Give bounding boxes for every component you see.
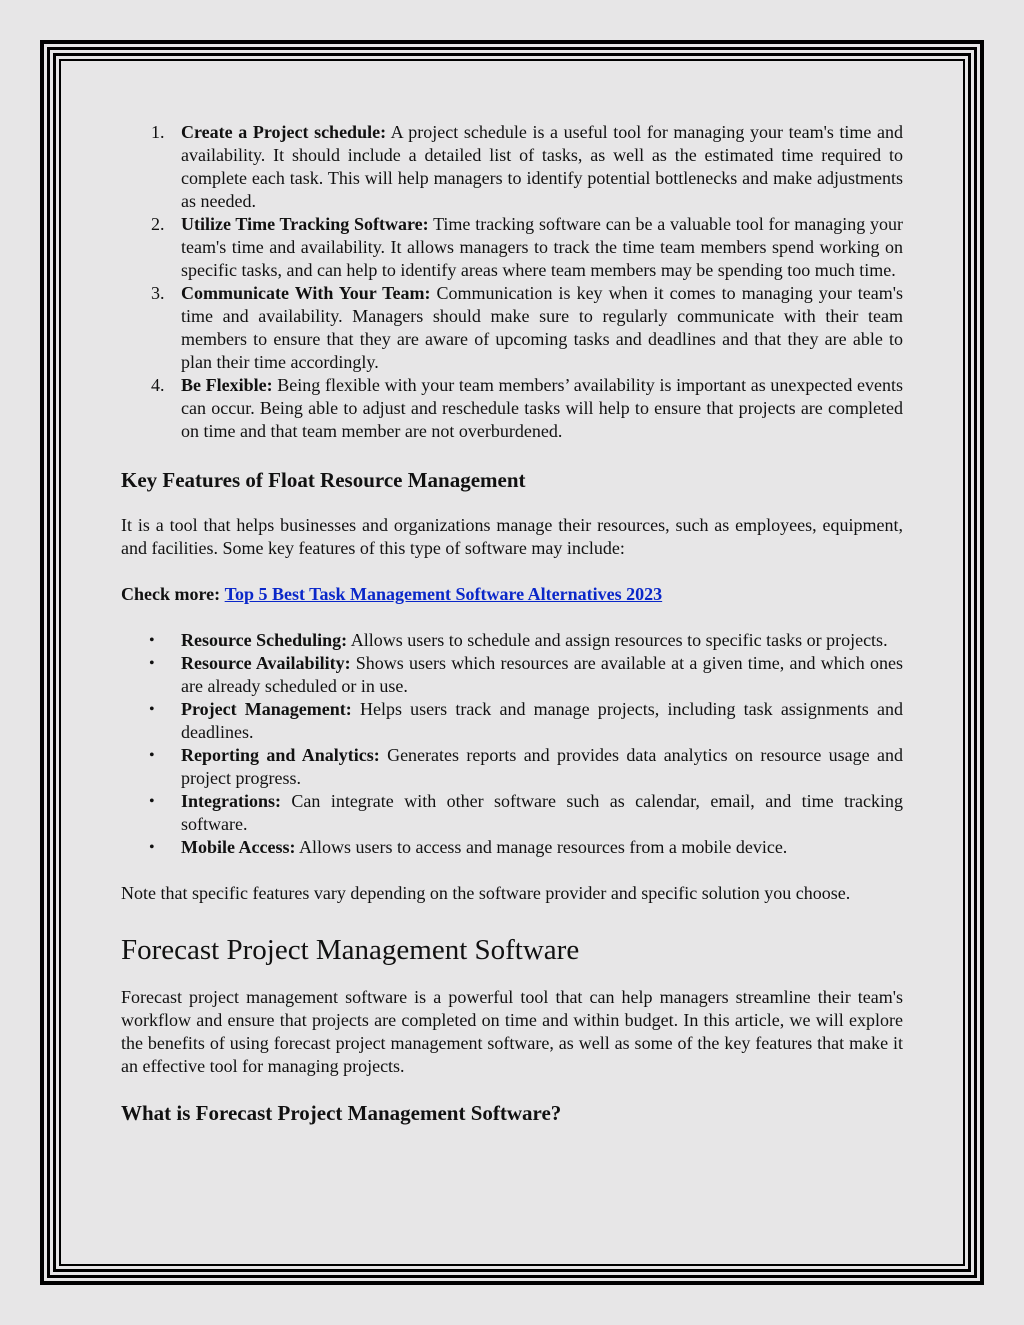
- item-title: Communicate With Your Team:: [181, 283, 431, 303]
- item-text: Being flexible with your team members’ availability is important as unexpected events can occur. Being able to adjust and reschedule tasks will help to ensure that projects are completed on time and that team member are not overburdened.: [181, 375, 903, 441]
- item-title: Resource Scheduling:: [181, 630, 348, 650]
- list-number: 3.: [151, 283, 165, 303]
- item-text: Helps users track and manage projects, including task assignments and deadlines.: [181, 699, 903, 742]
- item-title: Create a Project schedule:: [181, 122, 387, 142]
- item-title: Resource Availability:: [181, 653, 351, 673]
- list-number: 1.: [151, 122, 165, 142]
- check-more-link[interactable]: Top 5 Best Task Management Software Alternatives 2023: [224, 584, 663, 604]
- check-more-line: [121, 583, 903, 606]
- item-title: Utilize Time Tracking Software:: [181, 214, 429, 234]
- item-text: Time tracking software can be a valuable tool for managing your team's time and availability. It allows managers to track the time team members spend working on specific tasks, and can help to identify areas where team members may be spending too much time.: [181, 214, 903, 280]
- list-item: [121, 744, 903, 790]
- features-heading: Key Features of Float Resource Management: [121, 468, 526, 492]
- forecast-heading: Forecast Project Management Software: [121, 934, 580, 966]
- item-text: Shows users which resources are available at a given time, and which ones are already scheduled or in use.: [181, 653, 903, 696]
- forecast-intro: Forecast project management software is a powerful tool that can help managers streamline their team's workflow and ensure that projects are completed on time and within budget. In this article, we will explore the benefits of using forecast project management software, as well as some of the key features that make it an effective tool for managing projects.: [121, 987, 903, 1076]
- check-more-label: Check more:: [121, 584, 221, 604]
- item-text: A project schedule is a useful tool for managing your team's time and availability. It should include a detailed list of tasks, as well as the estimated time required to complete each task. This will help managers to identify potential bottlenecks and make adjustments as needed.: [181, 122, 904, 211]
- bullet-icon: •: [149, 655, 155, 672]
- item-title: Be Flexible:: [181, 375, 273, 395]
- item-title: Integrations:: [181, 791, 281, 811]
- list-item: [121, 213, 903, 282]
- bullet-icon: •: [149, 747, 155, 764]
- item-text: Can integrate with other software such as calendar, email, and time tracking software.: [181, 791, 903, 834]
- list-item: [121, 790, 903, 836]
- list-item: [121, 374, 903, 443]
- list-item: [121, 652, 903, 698]
- list-item: [121, 121, 903, 213]
- item-title: Reporting and Analytics:: [181, 745, 380, 765]
- bullet-icon: •: [149, 632, 155, 649]
- item-text: Allows users to schedule and assign resources to specific tasks or projects.: [347, 630, 888, 650]
- bullet-icon: •: [149, 839, 155, 856]
- document-body: [121, 121, 903, 1126]
- item-title: Project Management:: [181, 699, 352, 719]
- list-item: [121, 698, 903, 744]
- features-list: [121, 629, 903, 859]
- bullet-icon: •: [149, 701, 155, 718]
- item-title: Mobile Access:: [181, 837, 296, 857]
- item-text: Communication is key when it comes to managing your team's time and availability. Managers should make sure to regularly communicate with their team members to ensure that they are aware of upcoming tasks and deadlines and that they are able to plan their time accordingly.: [181, 283, 903, 372]
- list-item: [121, 836, 903, 859]
- what-is-heading: What is Forecast Project Management Software?: [121, 1101, 562, 1125]
- list-item: [121, 629, 903, 652]
- item-text: Allows users to access and manage resources from a mobile device.: [295, 837, 788, 857]
- features-intro: It is a tool that helps businesses and organizations manage their resources, such as employees, equipment, and facilities. Some key features of this type of software may include:: [121, 515, 903, 558]
- list-number: 2.: [151, 214, 165, 234]
- steps-list: [121, 121, 903, 443]
- note-paragraph: Note that specific features vary depending on the software provider and specific solution you choose.: [121, 883, 851, 903]
- bullet-icon: •: [149, 793, 155, 810]
- item-text: Generates reports and provides data analytics on resource usage and project progress.: [181, 745, 903, 788]
- list-item: [121, 282, 903, 374]
- list-number: 4.: [151, 375, 165, 395]
